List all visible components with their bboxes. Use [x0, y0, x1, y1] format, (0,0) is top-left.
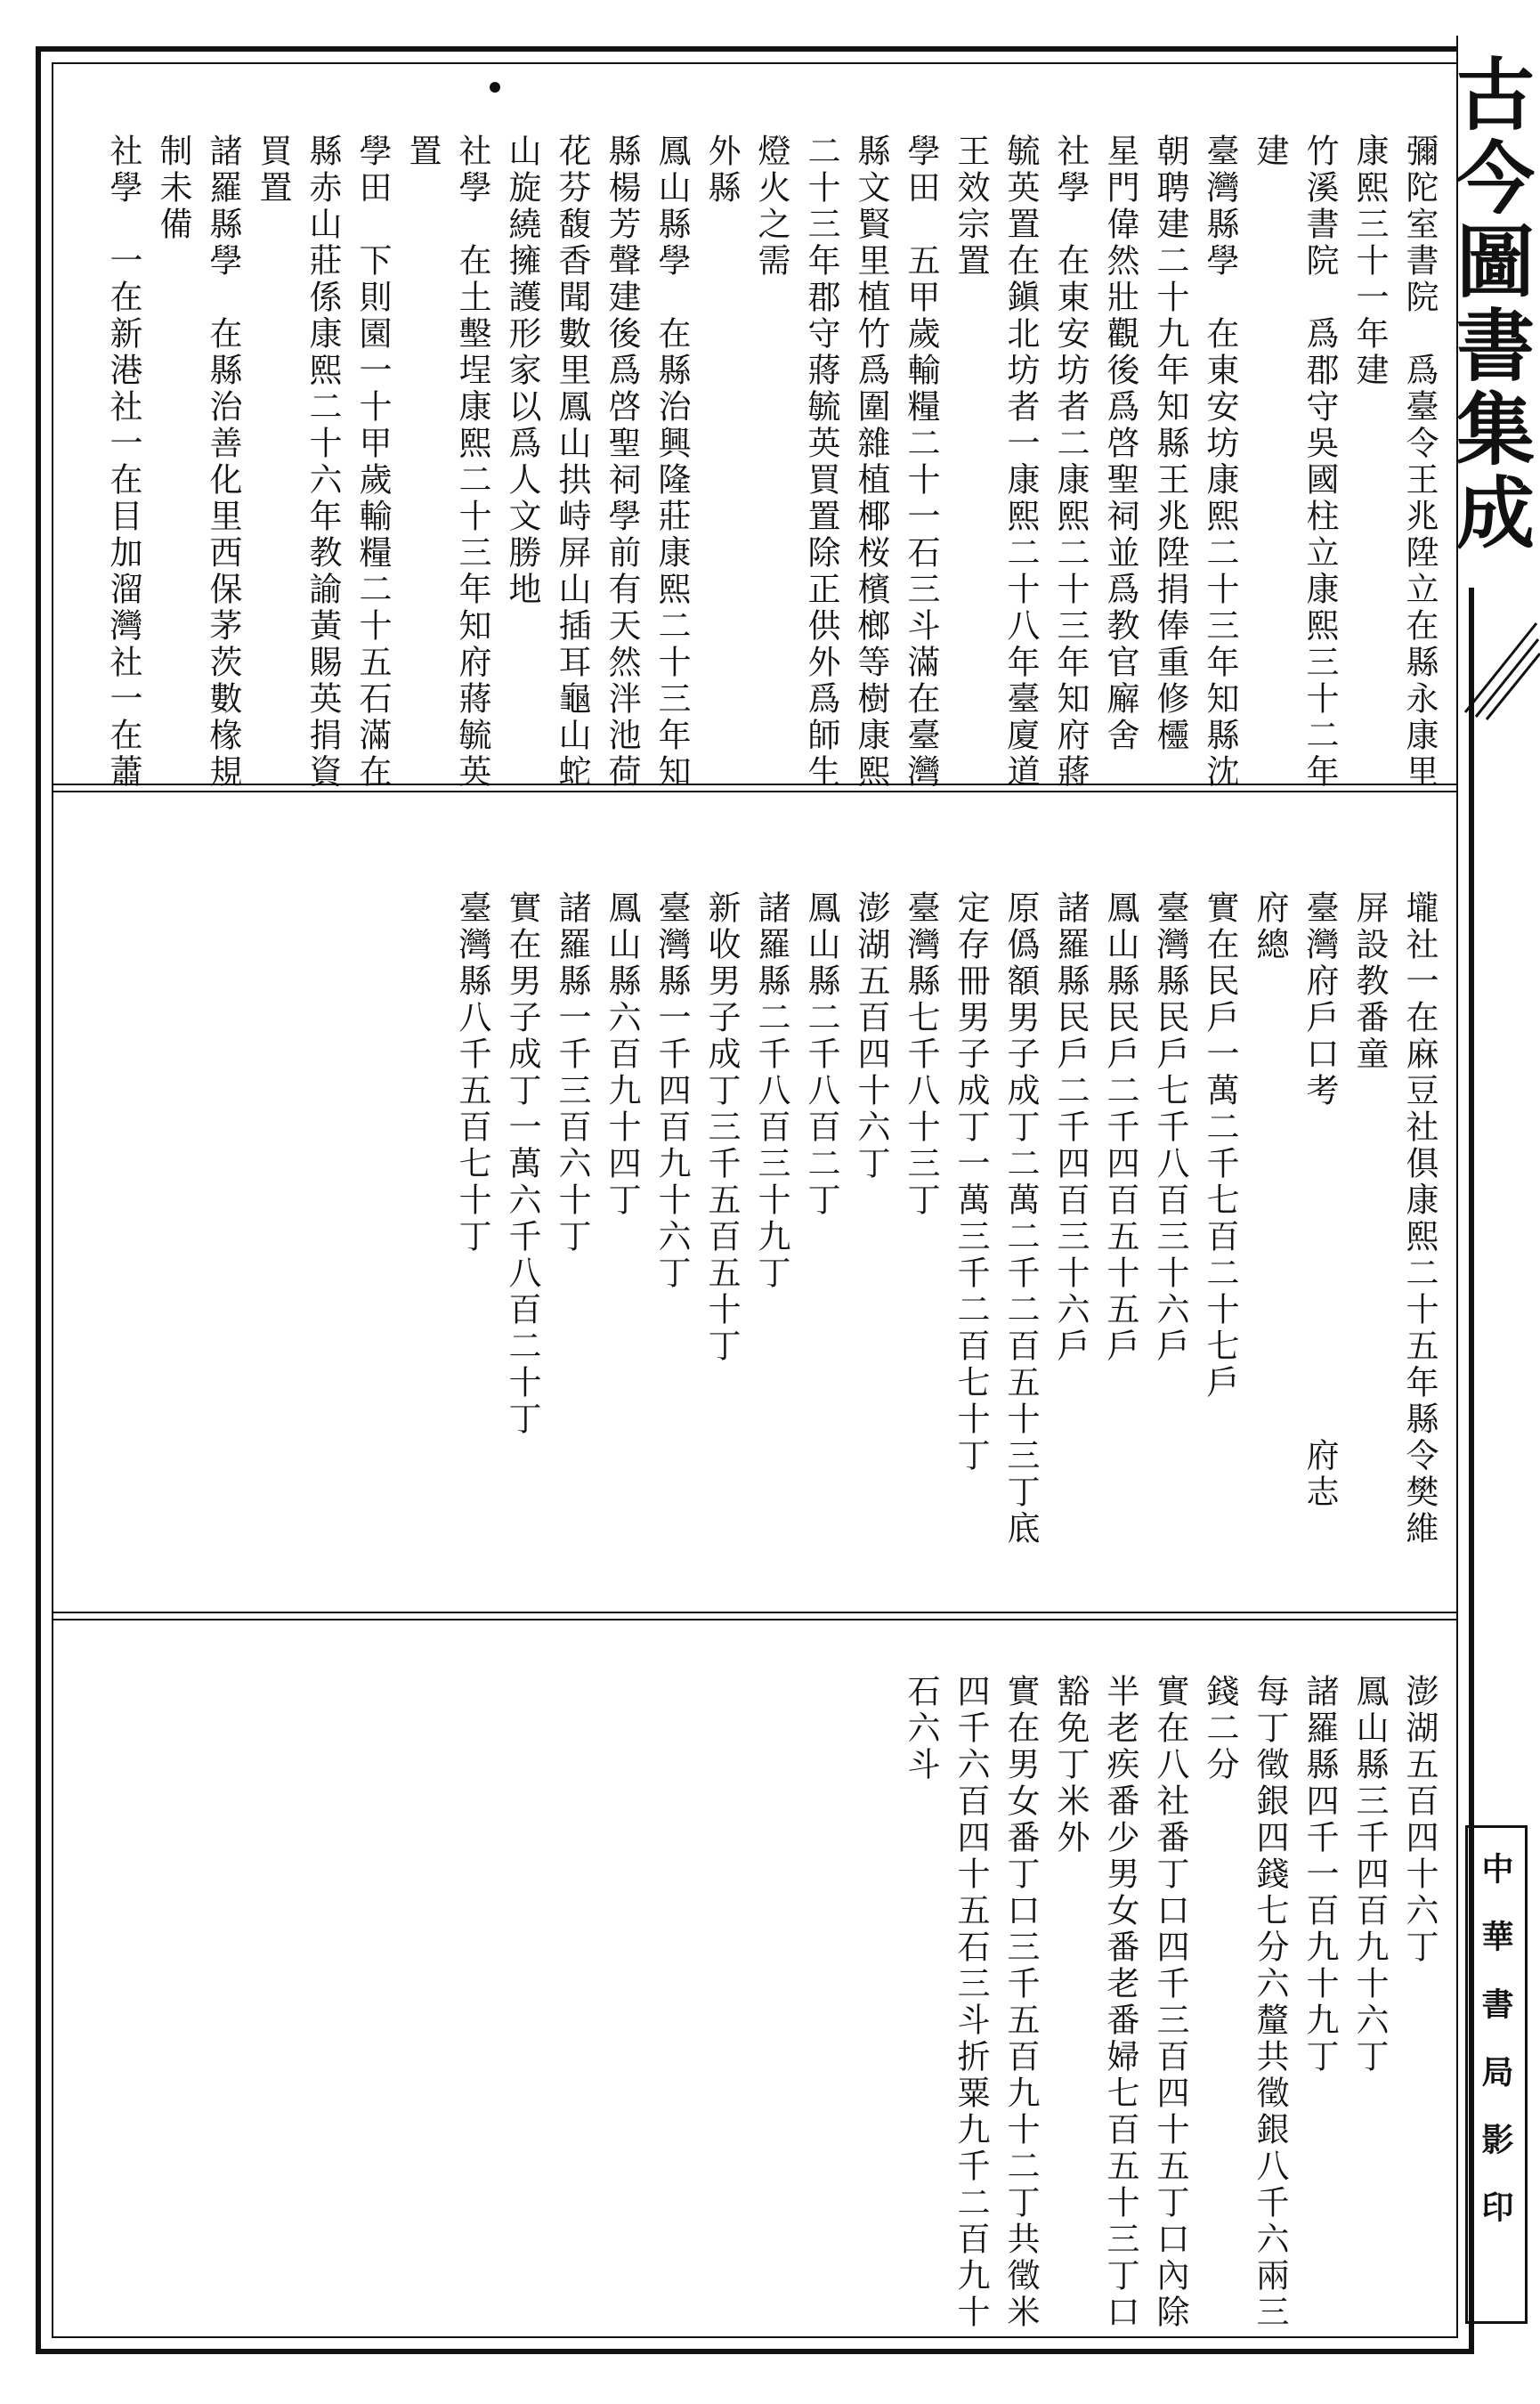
text-column: 壠社一在麻豆社俱康熙二十五年縣令樊維 [1400, 890, 1439, 1547]
text-column: 社學 在土墼埕康熙二十三年知府蔣毓英 [453, 134, 491, 791]
register-lower [64, 1674, 1444, 2333]
text-column: 石六斗 [902, 1674, 940, 1783]
text-column: 燈火之需 [752, 134, 790, 280]
text-column: 諸羅縣民戶二千四百三十六戶 [1051, 890, 1090, 1365]
text-column: 鳳山縣二千八百二丁 [802, 890, 840, 1219]
section-heading: 臺灣府戶口考 府志 [1301, 890, 1339, 1511]
text-column: 每丁徵銀四錢七分六釐共徵銀八千六兩三 [1251, 1674, 1289, 2331]
text-column: 府總 [1251, 890, 1289, 963]
text-column: 毓英置在鎭北坊者一康熙二十八年臺廈道 [1001, 134, 1040, 791]
register-divider-1 [52, 784, 1458, 792]
text-column: 諸羅縣一千三百六十丁 [553, 890, 591, 1255]
text-column: 學田 五甲歲輸糧二十一石三斗滿在臺灣 [902, 134, 940, 791]
text-column: 社學 在東安坊者二康熙二十三年知府蔣 [1051, 134, 1090, 791]
text-column: 縣赤山莊係康熙二十六年教諭黃賜英捐資 [304, 134, 342, 791]
punctuation-dot [490, 82, 500, 93]
text-column: 山旋繞擁護形家以爲人文勝地 [503, 134, 541, 608]
text-column: 實在男女番丁口三千五百九十二丁共徵米 [1001, 1674, 1040, 2331]
text-column: 買置 [254, 134, 292, 207]
text-column: 諸羅縣二千八百三十九丁 [752, 890, 790, 1292]
text-column: 原僞額男子成丁二萬二千二百五十三丁底 [1001, 890, 1040, 1547]
text-column: 澎湖五百四十六丁 [852, 890, 890, 1182]
text-column: 屏設教番童 [1350, 890, 1389, 1073]
text-column: 臺灣縣民戶七千八百三十六戶 [1151, 890, 1189, 1365]
text-column: 置 [403, 134, 442, 170]
text-column: 鳳山縣學 在縣治興隆莊康熙二十三年知 [652, 134, 691, 791]
text-column: 康熙三十一年建 [1350, 134, 1389, 389]
text-column: 二十三年郡守蔣毓英買置除正供外爲師生 [802, 134, 840, 791]
register-upper [64, 134, 1444, 791]
text-column: 學田 下則園一十甲歲輸糧二十五石滿在 [353, 134, 392, 791]
text-column: 制未備 [154, 134, 192, 243]
text-column: 諸羅縣學 在縣治善化里西保茅茨數椽規 [204, 134, 242, 791]
text-column: 臺灣縣七千八十三丁 [902, 890, 940, 1219]
text-column: 澎湖五百四十六丁 [1400, 1674, 1439, 1966]
text-column: 臺灣縣八千五百七十丁 [453, 890, 491, 1255]
text-column: 錢二分 [1201, 1674, 1239, 1783]
text-column: 王效宗置 [952, 134, 990, 280]
book-title: 古今圖書集成 [1444, 53, 1536, 556]
text-column: 縣文賢里植竹爲圍雜植椰桜檳榔等樹康熙 [852, 134, 890, 791]
text-column: 半老疾番少男女番老番婦七百五十三丁口 [1101, 1674, 1139, 2331]
decorative-slash-lines [1456, 614, 1540, 721]
text-column: 花芬馥香聞數里鳳山拱峙屏山插耳龜山蛇 [553, 134, 591, 791]
text-column: 臺灣縣一千四百九十六丁 [652, 890, 691, 1292]
text-column: 諸羅縣四千一百九十九丁 [1301, 1674, 1339, 2075]
publisher-label: 中華書局影印 [1477, 1852, 1514, 2258]
text-column: 實在民戶一萬二千七百二十七戶 [1201, 890, 1239, 1401]
text-column: 豁免丁米外 [1051, 1674, 1090, 1856]
text-column: 星門偉然壯觀後爲啓聖祠並爲教官廨舍 [1101, 134, 1139, 754]
text-column: 建 [1251, 134, 1289, 170]
text-column: 實在八社番丁口四千三百四十五丁口內除 [1151, 1674, 1189, 2331]
text-column: 彌陀室書院 爲臺令王兆陞立在縣永康里 [1400, 134, 1439, 791]
text-column: 社學 一在新港社一在目加溜灣社一在蕭 [104, 134, 142, 791]
text-column: 鳳山縣六百九十四丁 [603, 890, 641, 1219]
text-column: 外縣 [702, 134, 741, 207]
register-middle [64, 890, 1444, 1594]
register-divider-2 [52, 1612, 1458, 1620]
text-column: 鳳山縣民戶二千四百五十五戶 [1101, 890, 1139, 1365]
text-column: 四千六百四十五石三斗折粟九千二百九十 [952, 1674, 990, 2331]
text-column: 定存冊男子成丁一萬三千二百七十丁 [952, 890, 990, 1474]
text-column: 鳳山縣三千四百九十六丁 [1350, 1674, 1389, 2075]
text-column: 竹溪書院 爲郡守吳國柱立康熙三十二年 [1301, 134, 1339, 791]
text-column: 朝聘建二十九年知縣王兆陞捐俸重修欞 [1151, 134, 1189, 754]
text-column: 縣楊芳聲建後爲啓聖祠學前有天然泮池荷 [603, 134, 641, 791]
text-column: 臺灣縣學 在東安坊康熙二十三年知縣沈 [1201, 134, 1239, 791]
text-column: 新收男子成丁三千五百五十丁 [702, 890, 741, 1365]
text-column: 實在男子成丁一萬六千八百二十丁 [503, 890, 541, 1438]
